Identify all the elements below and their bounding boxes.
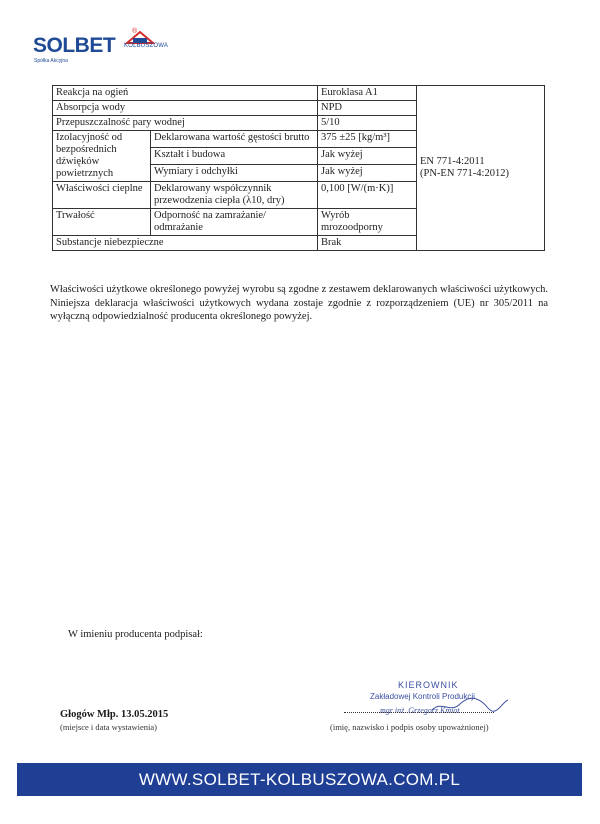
signature-line [344, 711, 494, 713]
properties-table [52, 85, 545, 251]
table-row [53, 86, 545, 101]
table-cell: Brak [318, 236, 417, 251]
stamp-role: Zakładowej Kontroli Produkcji [370, 692, 475, 701]
table-cell: Właściwości cieplne [53, 182, 151, 209]
table-cell: 375 ±25 [kg/m³] [318, 131, 417, 148]
table-cell: Wyrób mrozoodporny [318, 209, 417, 236]
logo-subtitle: Spółka Akcyjna [34, 58, 68, 64]
table-cell: 0,100 [W/(m·K)] [318, 182, 417, 209]
table-cell: NPD [318, 101, 417, 116]
table-cell: Deklarowany współczynnik przewodzenia ciepła (λ10, dry) [151, 182, 318, 209]
logo-brand: SOLBET [33, 34, 116, 57]
conformity-statement: Właściwości użytkowe określonego powyżej wyrobu są zgodne z zestawem deklarowanych właściwości użytkowych. Niniejsza deklaracja właściwości użytkowych wydana zostaje zgodnie z rozporządzeniem (UE) nr 305/2011 na wyłączną odpowiedzialność producenta określonego powyżej. [50, 284, 548, 322]
table-cell: Euroklasa A1 [318, 86, 417, 101]
signature-caption: (imię, nazwisko i podpis osoby upoważnionej) [330, 722, 489, 732]
footer-url[interactable]: WWW.SOLBET-KOLBUSZOWA.COM.PL [138, 769, 461, 789]
stamp-name: mgr inż. Grzegorz Kmiot [380, 706, 460, 715]
table-cell: Przepuszczalność pary wodnej [53, 116, 318, 131]
signed-by-label: W imieniu producenta podpisał: [68, 629, 203, 640]
table-cell: Reakcja na ogień [53, 86, 318, 101]
roof-icon [125, 30, 155, 44]
table-cell: Jak wyżej [318, 148, 417, 165]
table-cell: 5/10 [318, 116, 417, 131]
norm-line: EN 771-4:2011 [420, 156, 485, 167]
norm-cell [417, 86, 545, 251]
table-cell: Jak wyżej [318, 165, 417, 182]
table-cell: Deklarowana wartość gęstości brutto [151, 131, 318, 148]
table-cell: Izolacyjność od bezpośrednich dźwięków powietrznych [53, 131, 151, 182]
table-cell: Trwałość [53, 209, 151, 236]
table-cell: Odporność na zamrażanie/ odmrażanie [151, 209, 318, 236]
company-logo [33, 28, 173, 68]
footer-bar [17, 763, 582, 796]
place-date-caption: (miejsce i data wystawienia) [60, 722, 158, 732]
logo-city: KOLBUSZOWA [124, 43, 169, 49]
table-cell: Kształt i budowa [151, 148, 318, 165]
place-date: Głogów Młp. 13.05.2015 [60, 709, 169, 720]
table-cell: Substancje niebezpieczne [53, 236, 318, 251]
table-cell: Wymiary i odchyłki [151, 165, 318, 182]
signature-icon [430, 696, 510, 716]
norm-line: (PN-EN 771-4:2012) [420, 168, 509, 179]
stamp-title: KIEROWNIK [398, 680, 459, 690]
table-cell: Absorpcja wody [53, 101, 318, 116]
registered-mark: ® [132, 28, 138, 35]
